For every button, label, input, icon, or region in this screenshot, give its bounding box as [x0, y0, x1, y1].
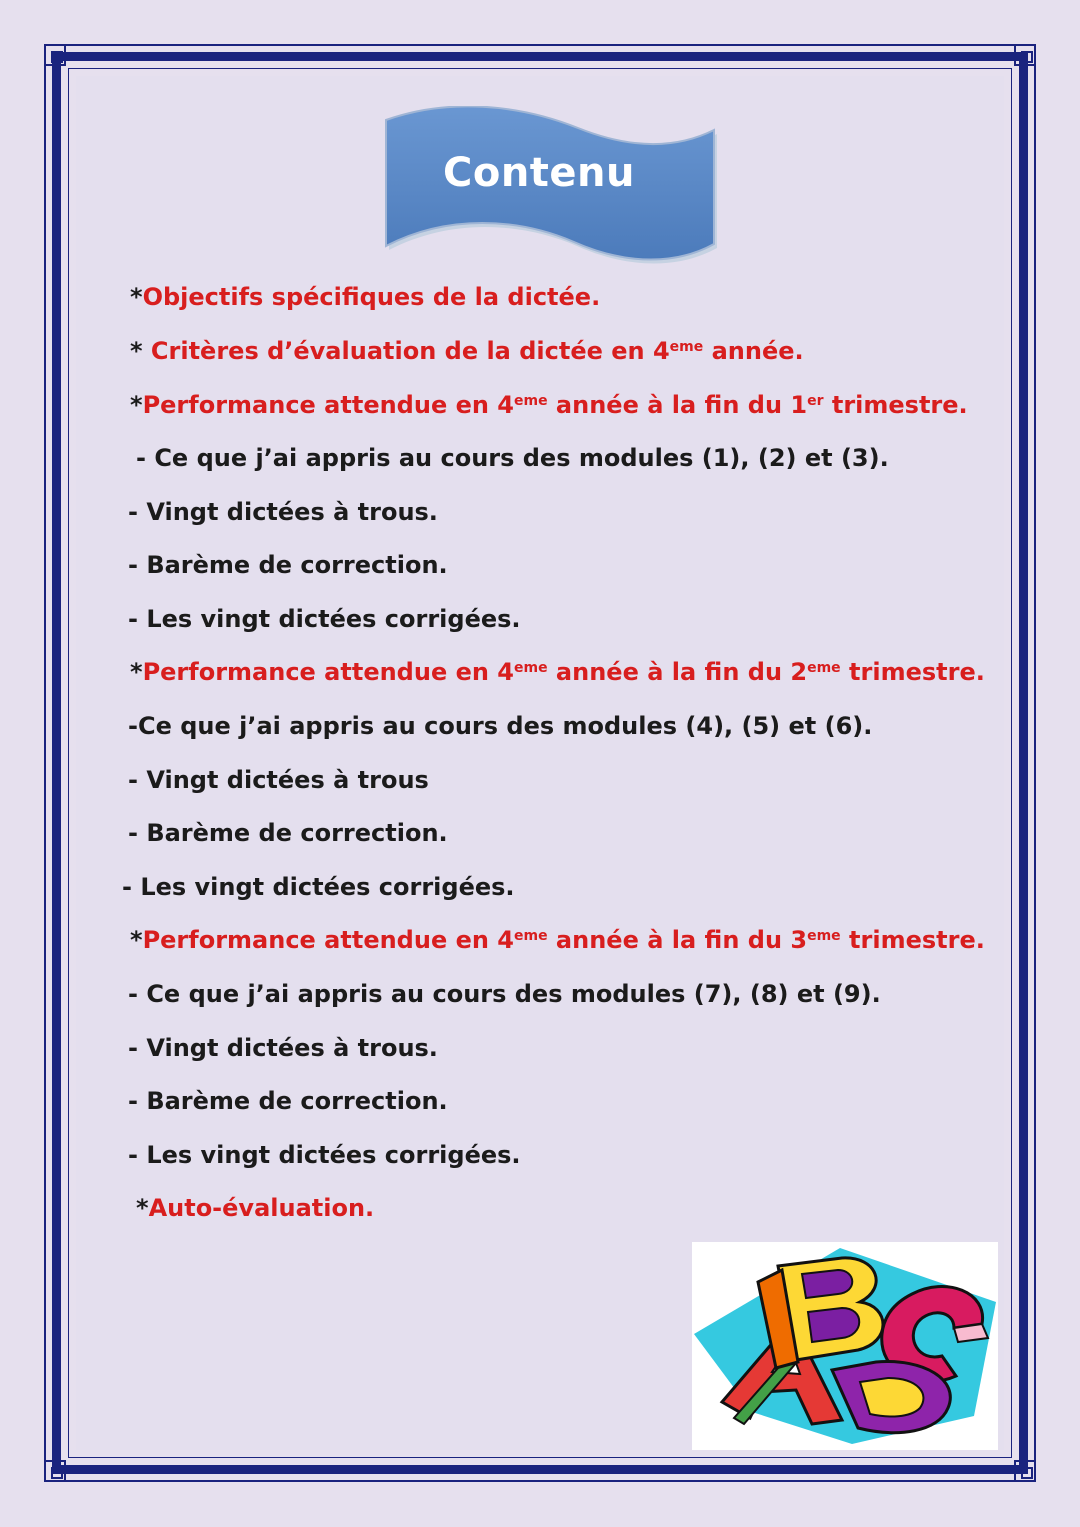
abc-letters-icon — [692, 1242, 998, 1450]
section-heading — [130, 657, 985, 687]
section-heading — [130, 282, 600, 312]
list-item — [136, 443, 889, 473]
list-item — [128, 604, 521, 634]
text-segment: année. — [703, 337, 804, 365]
ordinal-superscript: eme — [807, 928, 841, 944]
text-segment: trimestre. — [823, 391, 968, 419]
corner-ornament-top-right — [1014, 44, 1036, 66]
text-segment: - Les vingt dictées corrigées. — [122, 873, 515, 901]
ordinal-superscript: er — [807, 393, 824, 409]
text-segment: Objectifs spécifiques de la dictée. — [142, 283, 601, 311]
list-item — [128, 818, 448, 848]
text-segment: -Ce que j’ai appris au cours des modules (4), (5) et (6). — [128, 712, 873, 740]
list-item — [128, 1140, 521, 1170]
ordinal-superscript: eme — [807, 660, 841, 676]
text-segment: * — [136, 1194, 149, 1222]
text-segment: Performance attendue en 4 — [142, 658, 514, 686]
list-item — [128, 550, 448, 580]
ordinal-superscript: eme — [669, 339, 704, 355]
text-segment: trimestre. — [840, 658, 985, 686]
text-segment: - Barème de correction. — [128, 1087, 448, 1115]
text-segment: - Barème de correction. — [128, 819, 448, 847]
list-item — [122, 872, 515, 902]
text-segment: - Vingt dictées à trous — [128, 766, 429, 794]
corner-ornament-top-left — [44, 44, 66, 66]
text-segment: Critères d’évaluation de la dictée en 4 — [150, 337, 670, 365]
text-segment: - Ce que j’ai appris au cours des modules (1), (2) et (3). — [136, 444, 889, 472]
text-segment: * — [130, 337, 151, 365]
section-heading — [130, 925, 985, 955]
ordinal-superscript: eme — [514, 660, 548, 676]
text-segment: Auto-évaluation. — [148, 1194, 375, 1222]
ordinal-superscript: eme — [514, 928, 548, 944]
text-segment: Performance attendue en 4 — [142, 391, 514, 419]
corner-ornament-bottom-right — [1014, 1460, 1036, 1482]
corner-ornament-bottom-left — [44, 1460, 66, 1482]
ordinal-superscript: eme — [514, 393, 548, 409]
text-segment: année à la fin du 1 — [547, 391, 808, 419]
text-segment: * — [130, 283, 143, 311]
list-item — [128, 711, 872, 741]
page-title: Contenu — [442, 150, 635, 196]
abc-letters-illustration — [692, 1242, 998, 1450]
text-segment: - Les vingt dictées corrigées. — [128, 605, 521, 633]
text-segment: - Barème de correction. — [128, 551, 448, 579]
text-segment: * — [130, 391, 143, 419]
text-segment: * — [130, 658, 143, 686]
list-item — [128, 497, 438, 527]
text-segment: trimestre. — [840, 926, 985, 954]
section-heading — [136, 1193, 374, 1223]
text-segment: - Ce que j’ai appris au cours des modules (7), (8) et (9). — [128, 980, 881, 1008]
text-segment: - Vingt dictées à trous. — [128, 498, 438, 526]
section-heading — [130, 390, 968, 420]
list-item — [128, 1086, 448, 1116]
list-item — [128, 1033, 438, 1063]
text-segment: année à la fin du 2 — [547, 658, 808, 686]
section-heading — [130, 336, 804, 366]
list-item — [128, 765, 429, 795]
list-item — [128, 979, 881, 1009]
text-segment: année à la fin du 3 — [547, 926, 808, 954]
text-segment: * — [130, 926, 143, 954]
text-segment: - Les vingt dictées corrigées. — [128, 1141, 521, 1169]
text-segment: Performance attendue en 4 — [142, 926, 514, 954]
text-segment: - Vingt dictées à trous. — [128, 1034, 438, 1062]
